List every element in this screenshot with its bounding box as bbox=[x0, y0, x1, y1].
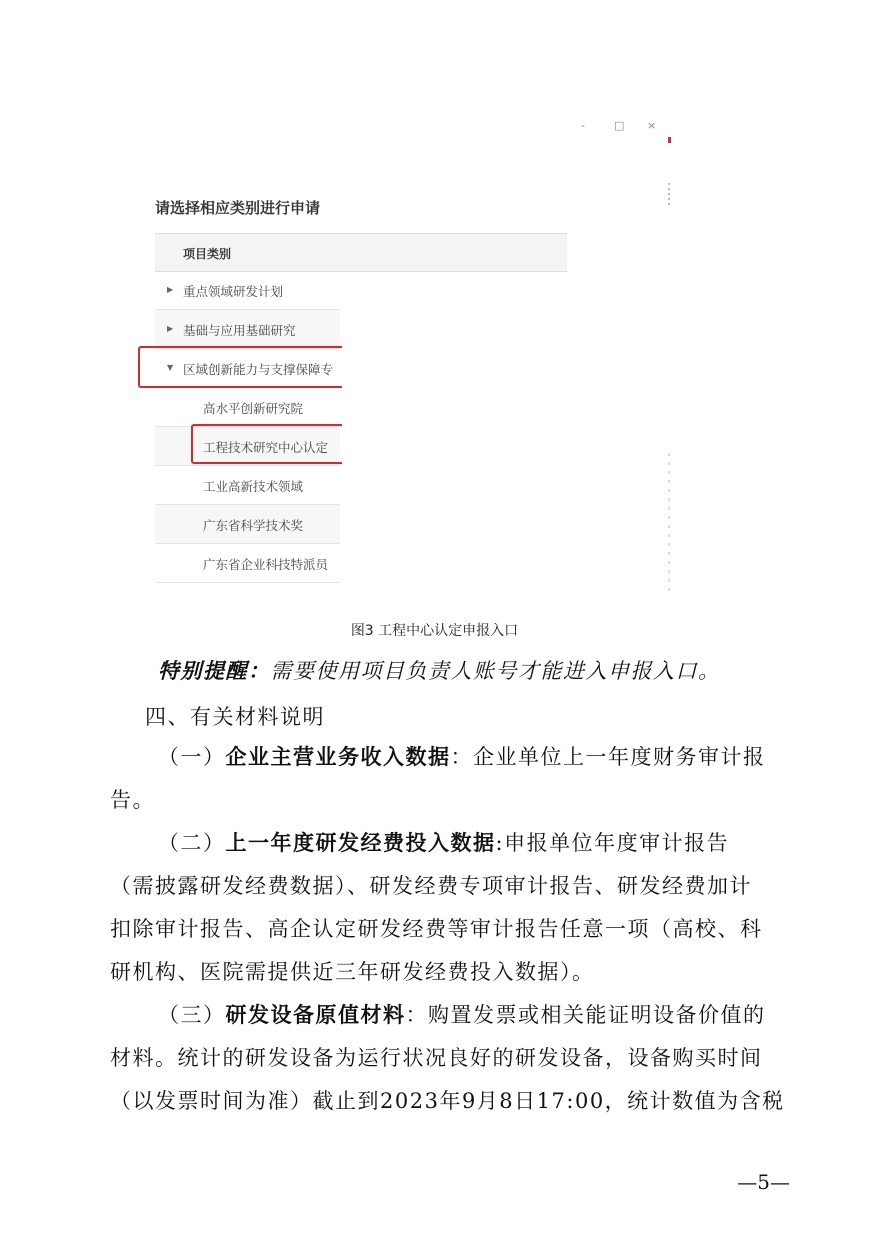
item-title: 研发设备原值材料 bbox=[225, 1002, 406, 1027]
text-line: 研机构、医院需提供近三年研发经费投入数据）。 bbox=[110, 960, 595, 984]
text-line: （需披露研发经费数据）、研发经费专项审计报告、研发经费加计 bbox=[110, 874, 752, 898]
column-header-label: 项目类别 bbox=[183, 247, 232, 261]
category-label: 区域创新能力与支撑保障专 bbox=[183, 362, 334, 377]
subcategory-label: 广东省企业科技特派员 bbox=[203, 557, 329, 572]
text-line: :申报单位年度审计报告 bbox=[495, 831, 730, 855]
subcategory-item[interactable] bbox=[155, 544, 340, 583]
item-title: 上一年度研发经费投入数据 bbox=[225, 830, 496, 855]
text-line: ：购置发票或相关能证明设备价值的 bbox=[405, 1003, 766, 1027]
subcategory-label: 高水平创新研究院 bbox=[203, 401, 304, 416]
minimize-icon[interactable]: - bbox=[581, 119, 585, 132]
text-line: 扣除审计报告、高企认定研发经费等审计报告任意一项（高校、科 bbox=[110, 917, 763, 941]
screenshot-figure bbox=[138, 113, 678, 595]
edge-marker bbox=[668, 137, 671, 143]
column-header bbox=[155, 233, 567, 272]
category-item[interactable] bbox=[155, 310, 340, 349]
item-number: （三） bbox=[158, 1003, 226, 1027]
item-number: （二） bbox=[158, 831, 226, 855]
maximize-icon[interactable]: □ bbox=[614, 119, 625, 132]
expand-arrow-icon[interactable]: ▶ bbox=[167, 324, 174, 333]
text-line: 材料。统计的研发设备为运行状况良好的研发设备，设备购买时间 bbox=[110, 1046, 763, 1070]
category-item[interactable] bbox=[155, 271, 340, 310]
figure-caption: 图3 工程中心认定申报入口 bbox=[350, 623, 519, 639]
text-line: ：企业单位上一年度财务审计报 bbox=[450, 745, 766, 769]
note-label: 特别提醒： bbox=[158, 658, 271, 683]
paragraph-2 bbox=[110, 821, 790, 994]
subcategory-label: 工程技术研究中心认定 bbox=[203, 440, 329, 455]
paragraph-1 bbox=[110, 735, 790, 822]
edge-scroll-track bbox=[668, 453, 670, 593]
category-table bbox=[155, 233, 567, 581]
category-label: 基础与应用基础研究 bbox=[183, 323, 296, 338]
subcategory-label: 广东省科学技术奖 bbox=[203, 518, 304, 533]
subcategory-item[interactable] bbox=[155, 505, 340, 544]
item-title: 企业主营业务收入数据 bbox=[225, 744, 451, 769]
note-text: 需要使用项目负责人账号才能进入申报入口。 bbox=[270, 659, 721, 683]
page-number: —5— bbox=[737, 1170, 790, 1194]
text-line: 告。 bbox=[110, 788, 155, 812]
text-line: （以发票时间为准）截止到2023年9月8日17:00，统计数值为含税 bbox=[110, 1089, 785, 1113]
subcategory-item[interactable] bbox=[155, 466, 340, 505]
subcategory-item[interactable] bbox=[155, 388, 340, 427]
highlight-box bbox=[191, 424, 342, 464]
highlight-box bbox=[138, 346, 342, 388]
section-heading: 四、有关材料说明 bbox=[145, 705, 325, 729]
category-label: 重点领域研发计划 bbox=[183, 284, 284, 299]
edge-scroll-track bbox=[668, 183, 670, 207]
close-icon[interactable]: × bbox=[647, 119, 657, 132]
collapse-arrow-icon[interactable]: ▼ bbox=[167, 363, 174, 372]
paragraph-3 bbox=[110, 993, 790, 1123]
item-number: （一） bbox=[158, 745, 226, 769]
subcategory-label: 工业高新技术领域 bbox=[203, 479, 304, 494]
screenshot-title: 请选择相应类别进行申请 bbox=[155, 199, 321, 217]
special-note bbox=[158, 655, 838, 685]
expand-arrow-icon[interactable]: ▶ bbox=[167, 285, 174, 294]
